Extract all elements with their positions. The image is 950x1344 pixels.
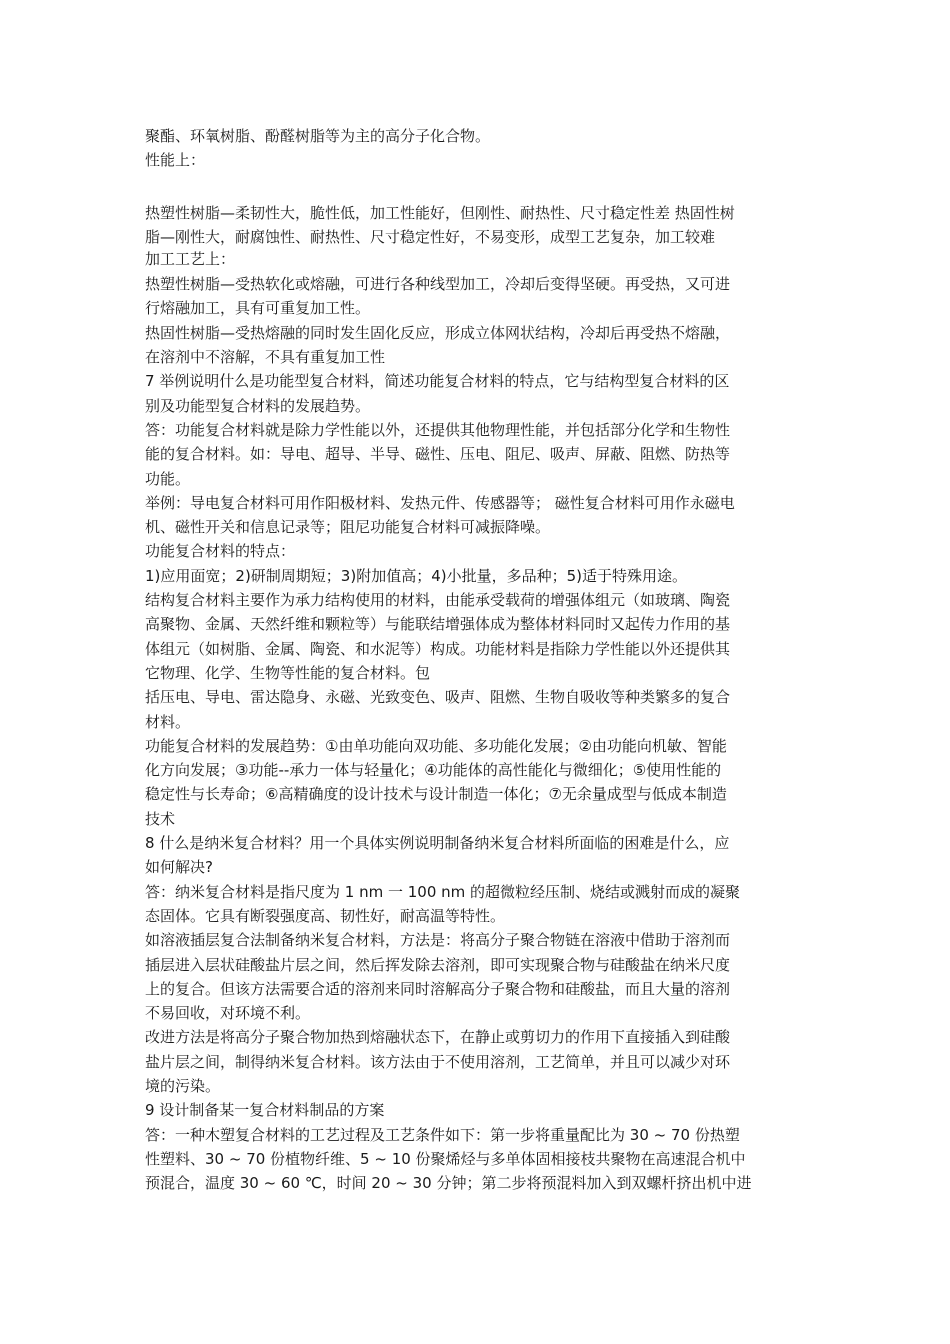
text-line: 括压电、导电、雷达隐身、永磁、光致变色、吸声、阻燃、生物自吸收等种类繁多的复合 [145,688,731,707]
text-line: 稳定性与长寿命；⑥高精确度的设计技术与设计制造一体化；⑦无余量成型与低成本制造 [145,785,727,804]
document-page [145,124,810,1195]
text-line: 功能。 [145,469,191,488]
text-line: 能的复合材料。如：导电、超导、半导、磁性、压电、阻尼、吸声、屏蔽、阻燃、防热等 [145,445,731,464]
text-line: 如溶液插层复合法制备纳米复合材料，方法是：将高分子聚合物链在溶液中借助于溶剂而 [145,931,731,950]
text-line: 上的复合。但该方法需要合适的溶剂来同时溶解高分子聚合物和硅酸盐，而且大量的溶剂 [145,979,731,998]
text-line: 态固体。它具有断裂强度高、韧性好，耐高温等特性。 [145,906,506,925]
text-line: 性塑料、30 ~ 70 份植物纤维、5 ~ 10 份聚烯烃与多单体固相接枝共聚物在高速混合机中 [145,1149,746,1168]
text-line: 技术 [145,809,176,828]
text-line: 答：一种木塑复合材料的工艺过程及工艺条件如下：第一步将重量配比为 30 ~ 70 份热塑 [145,1125,740,1144]
text-line: 热塑性树脂—受热软化或熔融，可进行各种线型加工，冷却后变得坚硬。再受热，又可进 [145,275,731,294]
section-label: 加工工艺上： [145,250,236,269]
text-line: 预混合，温度 30 ~ 60 ℃，时间 20 ~ 30 分钟；第二步将预混料加入到双螺杆挤出机中进 [145,1174,752,1193]
section-label: 性能上： [145,151,206,170]
text-line: 机、磁性开关和信息记录等；阻尼功能复合材料可减振降噪。 [145,518,551,537]
text-line: 插层进入层状硅酸盐片层之间，然后挥发除去溶剂，即可实现聚合物与硅酸盐在纳米尺度 [145,955,731,974]
text-line: 结构复合材料主要作为承力结构使用的材料，由能承受载荷的增强体组元（如玻璃、陶瓷 [145,591,731,610]
text-line: 体组元（如树脂、金属、陶瓷、和水泥等）构成。功能材料是指除力学性能以外还提供其 [145,639,731,658]
text-line: 答：纳米复合材料是指尺度为 1 nm 一 100 nm 的超微粒经压制、烧结或溅射而成的凝聚 [145,882,741,901]
text-line: 功能复合材料的发展趋势：①由单功能向双功能、多功能化发展；②由功能向机敏、智能 [145,736,727,755]
text-line: 热固性树脂—受热熔融的同时发生固化反应，形成立体网状结构，冷却后再受热不熔融， [145,323,731,342]
text-line: 不易回收，对环境不利。 [145,1004,311,1023]
text-line: 盐片层之间，制得纳米复合材料。该方法由于不使用溶剂，工艺简单，并且可以减少对环 [145,1052,731,1071]
question-heading: 如何解决? [145,858,213,877]
question-heading: 7 举例说明什么是功能型复合材料，简述功能复合材料的特点，它与结构型复合材料的区 [145,372,730,391]
text-line: 聚酯、环氧树脂、酚醛树脂等为主的高分子化合物。 [145,127,491,145]
text-line: 境的污染。 [145,1076,221,1095]
question-heading: 别及功能型复合材料的发展趋势。 [145,396,371,415]
text-line: 化方向发展；③功能--承力一体与轻量化；④功能体的高性能化与微细化；⑤使用性能的 [145,761,722,780]
question-heading: 8 什么是纳米复合材料？用一个具体实例说明制备纳米复合材料所面临的困难是什么，应 [145,834,730,853]
text-line: 它物理、化学、生物等性能的复合材料。包 [145,663,431,682]
text-line: 1)应用面宽；2)研制周期短；3)附加值高；4)小批量，多品种；5)适于特殊用途。 [145,566,687,585]
text-line: 答：功能复合材料就是除力学性能以外，还提供其他物理性能，并包括部分化学和生物性 [145,420,731,439]
text-line: 热塑性树脂—柔韧性大，脆性低，加工性能好，但刚性、耐热性、尺寸稳定性差 热固性树 [145,203,735,222]
text-line: 行熔融加工，具有可重复加工性。 [145,299,371,318]
text-line: 在溶剂中不溶解，不具有重复加工性 [145,348,386,367]
text-line: 脂—刚性大，耐腐蚀性、耐热性、尺寸稳定性好，不易变形，成型工艺复杂，加工较难 [145,227,716,246]
section-label: 功能复合材料的特点： [145,542,296,561]
text-line: 改进方法是将高分子聚合物加热到熔融状态下，在静止或剪切力的作用下直接插入到硅酸 [145,1028,731,1047]
text-line: 材料。 [145,712,191,731]
text-line: 高聚物、金属、天然纤维和颗粒等）与能联结增强体成为整体材料同时又起传力作用的基 [145,615,731,634]
question-heading: 9 设计制备某一复合材料制品的方案 [145,1101,385,1120]
text-line: 举例：导电复合材料可用作阳极材料、发热元件、传感器等； 磁性复合材料可用作永磁电 [145,493,735,512]
